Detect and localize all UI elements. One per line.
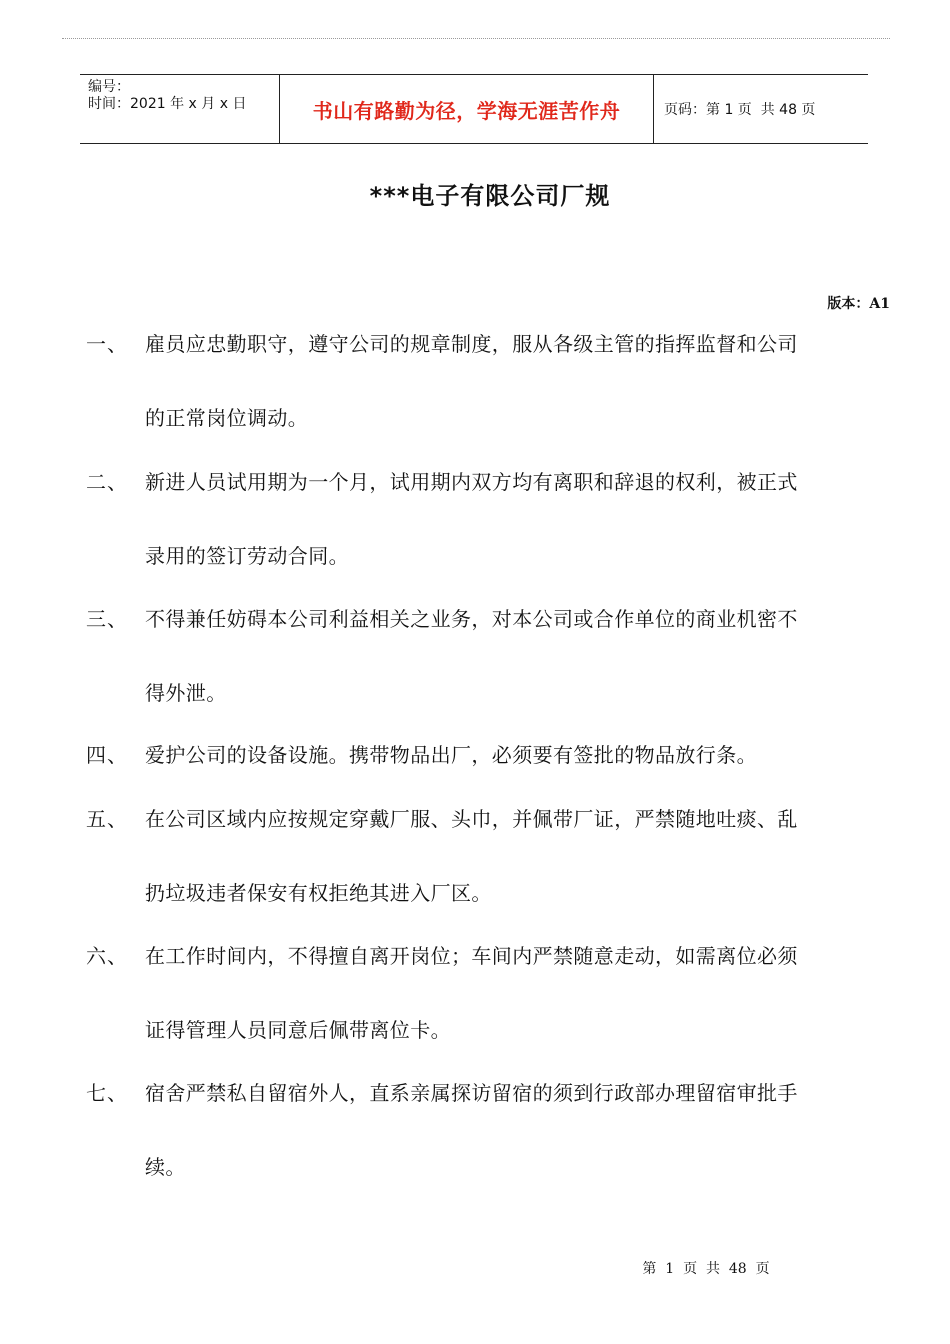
- clause-number-6: 六、: [86, 944, 128, 968]
- clause-5-line-1: 在公司区域内应按规定穿戴厂服、头巾，并佩带厂证，严禁随地吐痰、乱: [145, 807, 798, 831]
- page-footer: 第 1 页 共 48 页: [642, 1261, 770, 1277]
- page-top-dotted-rule: [62, 38, 890, 39]
- header-meta-cell: [80, 75, 280, 143]
- clause-number-2: 二、: [86, 470, 128, 494]
- document-title: ***电子有限公司厂规: [369, 182, 611, 210]
- date-label: 时间：2021 年 x 月 x 日: [88, 96, 247, 112]
- clause-3-line-2: 得外泄。: [145, 681, 227, 705]
- clause-number-3: 三、: [86, 607, 128, 631]
- code-label: 编号：: [88, 79, 130, 95]
- clause-5-line-2: 扔垃圾违者保安有权拒绝其进入厂区。: [145, 881, 492, 905]
- clause-number-5: 五、: [86, 807, 128, 831]
- clause-1-line-2: 的正常岗位调动。: [145, 406, 309, 430]
- clause-2-line-2: 录用的签订劳动合同。: [145, 544, 349, 568]
- version-label: 版本：A1: [827, 296, 890, 312]
- header-table: [80, 74, 868, 144]
- clause-7-line-1: 宿舍严禁私自留宿外人，直系亲属探访留宿的须到行政部办理留宿审批手: [145, 1081, 798, 1105]
- clause-6-line-2: 证得管理人员同意后佩带离位卡。: [145, 1018, 451, 1042]
- clause-7-line-2: 续。: [145, 1155, 186, 1179]
- clause-number-1: 一、: [86, 332, 128, 356]
- motto-text: 书山有路勤为径，学海无涯苦作舟: [312, 98, 621, 123]
- clause-1-line-1: 雇员应忠勤职守，遵守公司的规章制度，服从各级主管的指挥监督和公司: [145, 332, 798, 356]
- header-motto-cell: [280, 75, 654, 143]
- clause-6-line-1: 在工作时间内，不得擅自离开岗位；车间内严禁随意走动，如需离位必须: [145, 944, 798, 968]
- clause-4-line-1: 爱护公司的设备设施。携带物品出厂，必须要有签批的物品放行条。: [145, 743, 757, 767]
- clause-2-line-1: 新进人员试用期为一个月，试用期内双方均有离职和辞退的权利，被正式: [145, 470, 798, 494]
- header-page-cell: [654, 75, 868, 143]
- clause-3-line-1: 不得兼任妨碍本公司利益相关之业务，对本公司或合作单位的商业机密不: [145, 607, 798, 631]
- clause-number-4: 四、: [86, 743, 128, 767]
- page-info: 页码：第 1 页 共 48 页: [664, 102, 816, 118]
- clause-number-7: 七、: [86, 1081, 128, 1105]
